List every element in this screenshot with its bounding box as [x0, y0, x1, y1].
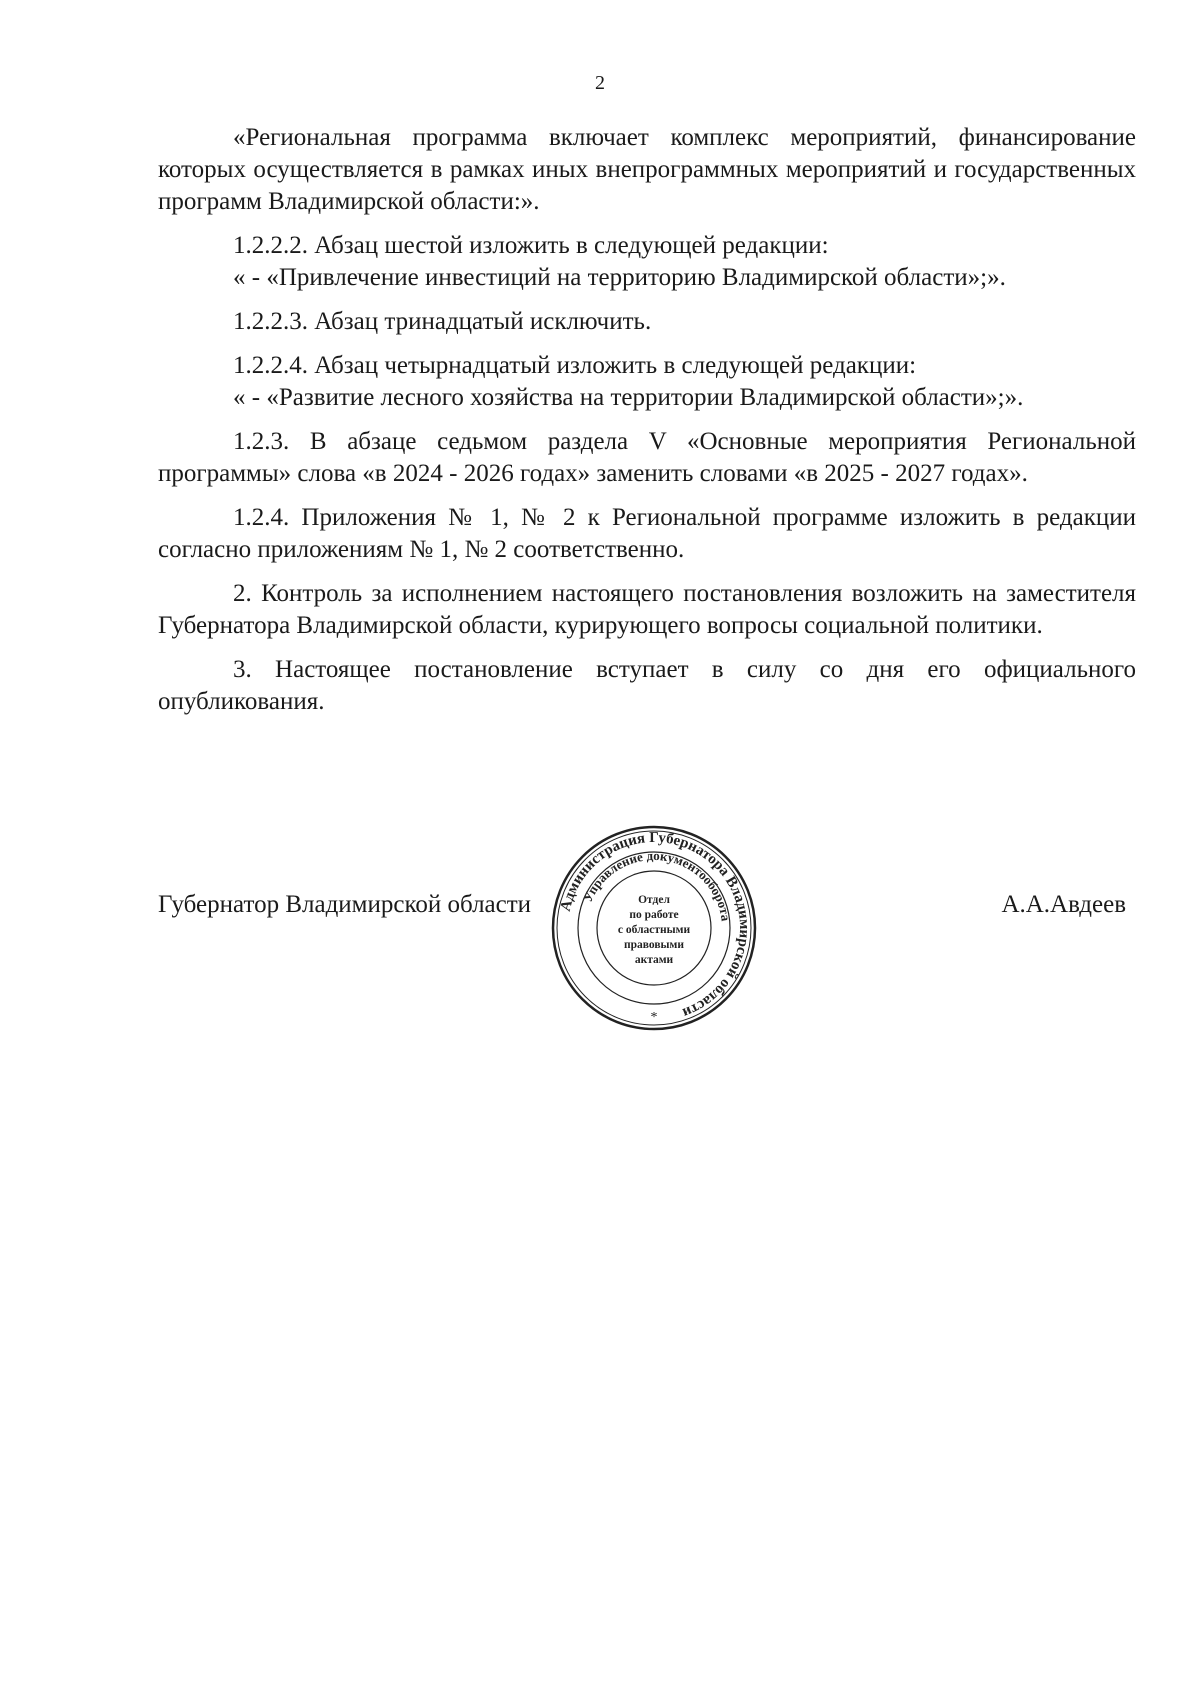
seal-center-line: Отдел — [638, 894, 670, 906]
seal-center-line: правовыми — [623, 939, 685, 951]
text-line: мероприятий и государственных программ Владимирской области:». — [158, 156, 1137, 215]
seal-center-line: актами — [634, 954, 674, 966]
paragraph-3-effective — [158, 654, 1136, 718]
paragraph-1-2-2-4 — [158, 350, 1136, 414]
text-line: 1.2.2.2. Абзац шестой изложить в следующей редакции: — [233, 232, 829, 259]
seal-inner-text: Управление документооборота — [579, 847, 734, 923]
seal-center-line: по работе — [629, 909, 679, 921]
text-line: 3. Настоящее постановление вступает в силу со дня его официального — [233, 656, 1136, 683]
paragraph-2-control — [158, 578, 1136, 642]
text-line: финансирование которых осуществляется в рамках иных внепрограммных — [158, 124, 1136, 183]
text-line: 1.2.2.4. Абзац четырнадцатый изложить в следующей редакции: — [233, 352, 917, 379]
page-number: 2 — [595, 72, 605, 94]
paragraph-1-2-4 — [158, 502, 1136, 566]
paragraph-1-2-3 — [158, 426, 1136, 490]
text-line: 2. Контроль за исполнением настоящего постановления возложить — [233, 580, 963, 607]
text-line: социальной политики. — [804, 612, 1043, 639]
text-line: 1.2.3. В абзаце седьмом раздела V «Основные мероприятия Региональной — [233, 428, 1136, 455]
text-line: 1.2.2.3. Абзац тринадцатый исключить. — [233, 308, 652, 335]
seal-outer-text: Администрация Губернатора Владимирской области — [557, 829, 753, 1021]
signatory-title: Губернатор Владимирской области — [158, 891, 532, 918]
seal-center-line: с областными — [617, 924, 691, 936]
text-line: на заместителя Губернатора Владимирской области, курирующего вопросы — [158, 580, 1137, 639]
text-line: «Региональная программа включает комплекс мероприятий, — [233, 124, 937, 151]
text-line: в редакции согласно приложениям № 1, № 2 соответственно. — [158, 504, 1136, 563]
text-line: годах». — [951, 460, 1028, 487]
text-line: « - «Развитие лесного хозяйства на территории Владимирской области»;». — [233, 384, 1024, 411]
official-seal-stamp — [551, 825, 757, 1031]
signatory-name: А.А.Авдеев — [1001, 891, 1126, 918]
text-line: программы» слова «в 2024 - 2026 годах» заменить словами «в 2025 - 2027 — [158, 460, 946, 487]
paragraph-1-2-2-3 — [158, 306, 1136, 338]
text-line: 1.2.4. Приложения № 1, № 2 к Региональной программе изложить — [233, 504, 1001, 531]
seal-icon — [551, 825, 757, 1031]
text-line: « - «Привлечение инвестиций на территорию Владимирской области»;». — [233, 264, 1006, 291]
text-line: опубликования. — [158, 688, 325, 715]
document-body — [158, 122, 1136, 730]
seal-star-icon: * — [650, 1010, 658, 1025]
paragraph-regional-program — [158, 122, 1136, 218]
paragraph-1-2-2-2 — [158, 230, 1136, 294]
